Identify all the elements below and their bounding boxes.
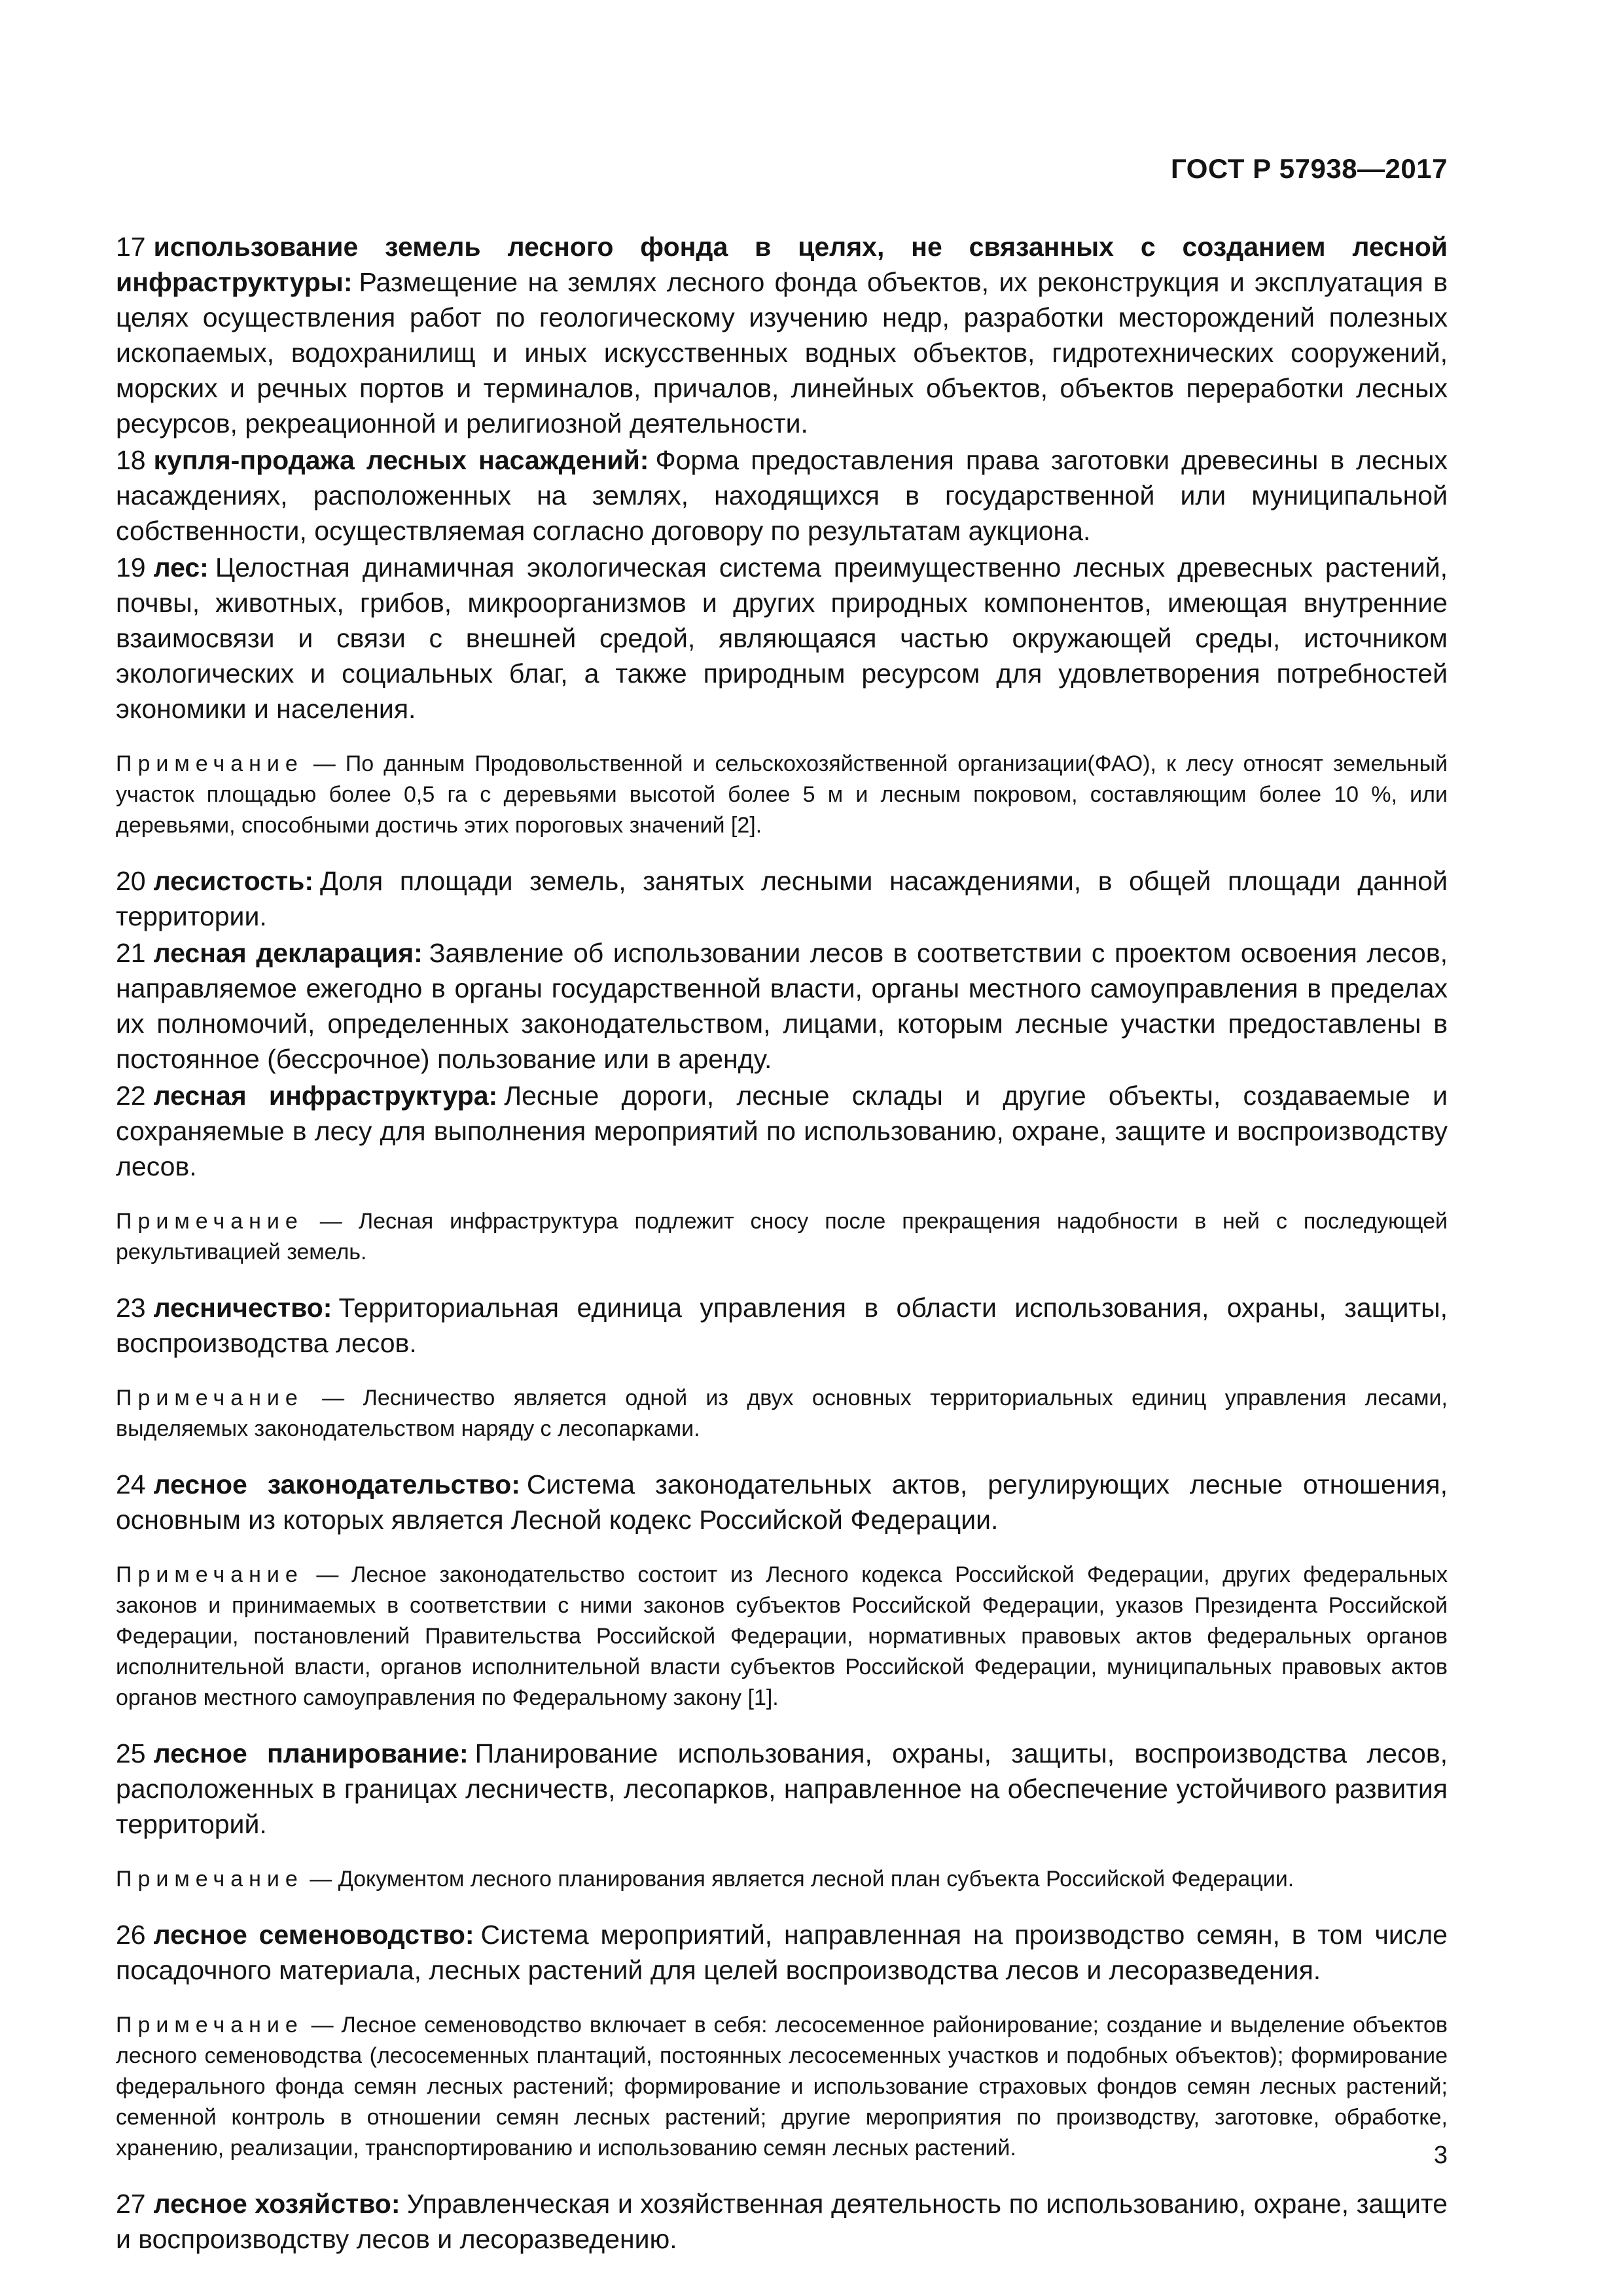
note-dash: — [303, 1209, 359, 1234]
term-number: 23 [116, 1293, 146, 1323]
terms-section [116, 229, 1448, 2258]
note-label: Примечание [116, 1867, 304, 1892]
term-entry-24 [116, 1467, 1448, 1537]
term-entry-22 [116, 1078, 1448, 1184]
term-number: 25 [116, 1738, 146, 1768]
note-text: Лесное законодательство состоит из Лесного кодекса Российской Федерации, других федеральных законов и принимаемых в соответствии с ними законов субъектов Российской Федерации, указов Президента Российской Федерации, постановлений Правительства Российской Федерации, нормативных правовых актов федеральных органов исполнительной власти, органов исполнительной власти субъектов Российской Федерации, муниципальных правовых актов органов местного самоуправления по Федеральному закону [1]. [116, 1562, 1448, 1710]
term-entry-23 [116, 1290, 1448, 1361]
term-title: лесное законодательство: [153, 1469, 520, 1499]
term-title: лесная декларация: [153, 938, 423, 968]
note-23 [116, 1383, 1448, 1444]
term-title: лес: [153, 552, 209, 583]
term-definition: Заявление об использовании лесов в соответствии с проектом освоения лесов, направляемое ежегодно в органы государственной власти, органы местного самоуправления в пределах их полномочий, определенных законодательством, лицами, которым лесные участки предоставлены в постоянное (бессрочное) пользование или в аренду. [116, 938, 1448, 1074]
term-entry-19 [116, 550, 1448, 726]
term-definition: Планирование использования, охраны, защиты, воспроизводства лесов, расположенных в границах лесничеств, лесопарков, направленное на обеспечение устойчивого развития территорий. [116, 1738, 1448, 1839]
term-title: лесное планирование: [153, 1738, 469, 1768]
note-text: По данным Продовольственной и сельскохозяйственной организации(ФАО), к лесу относят земельный участок площадью более 0,5 га с деревьями высотой более 5 м и лесным покровом, составляющим более 10 %, или деревьями, способными достичь этих пороговых значений [2]. [116, 751, 1448, 838]
term-definition: Лесные дороги, лесные склады и другие объекты, создаваемые и сохраняемые в лесу для выполнения мероприятий по использованию, охране, защите и воспроизводству лесов. [116, 1081, 1448, 1181]
note-22 [116, 1206, 1448, 1268]
note-text: Лесная инфраструктура подлежит сносу после прекращения надобности в ней с последующей рекультивацией земель. [116, 1209, 1448, 1265]
document-designation: ГОСТ Р 57938—2017 [1171, 153, 1448, 184]
note-24 [116, 1560, 1448, 1713]
term-number: 20 [116, 866, 146, 896]
note-label: Примечание [116, 1386, 304, 1410]
note-label: Примечание [116, 1562, 304, 1587]
term-title: лесное хозяйство: [153, 2189, 401, 2219]
term-entry-21 [116, 935, 1448, 1077]
term-definition: Доля площади земель, занятых лесными насаждениями, в общей площади данной территории. [116, 866, 1448, 931]
term-definition: Система мероприятий, направленная на производство семян, в том числе посадочного материала, лесных растений для целей воспроизводства лесов и лесоразведения. [116, 1920, 1448, 1985]
term-number: 18 [116, 445, 146, 475]
term-title: лесное семеноводство: [153, 1920, 474, 1950]
term-definition: Управленческая и хозяйственная деятельность по использованию, охране, защите и воспроизводству лесов и лесоразведению. [116, 2189, 1448, 2254]
term-number: 17 [116, 232, 146, 262]
term-entry-17 [116, 229, 1448, 441]
term-entry-18 [116, 442, 1448, 548]
term-definition: Целостная динамичная экологическая система преимущественно лесных древесных растений, почвы, животных, грибов, микроорганизмов и других природных компонентов, имеющая внутренние взаимосвязи и связи с внешней средой, являющаяся частью окружающей среды, источником экологических и социальных благ, а также природным ресурсом для удовлетворения потребностей экономики и населения. [116, 552, 1448, 724]
note-dash: — [303, 1562, 352, 1587]
term-entry-25 [116, 1736, 1448, 1842]
page-number: 3 [1433, 2142, 1448, 2169]
term-number: 26 [116, 1920, 146, 1950]
note-26 [116, 2010, 1448, 2164]
term-number: 21 [116, 938, 146, 968]
note-text: Лесное семеноводство включает в себя: лесосеменное районирование; создание и выделение объектов лесного семеноводства (лесосеменных плантаций, постоянных лесосеменных участков и подобных объектов); формирование федерального фонда семян лесных растений; формирование и использование страховых фондов семян лесных растений; семенной контроль в отношении семян лесных растений; другие мероприятия по производству, заготовке, обработке, хранению, реализации, транспортированию и использованию семян лесных растений. [116, 2013, 1448, 2161]
term-definition: Форма предоставления права заготовки древесины в лесных насаждениях, расположенных на землях, находящихся в государственной или муниципальной собственности, осуществляемая согласно договору по результатам аукциона. [116, 445, 1448, 546]
term-entry-20 [116, 863, 1448, 934]
term-entry-26 [116, 1917, 1448, 1988]
note-label: Примечание [116, 751, 304, 776]
note-dash: — [303, 2013, 342, 2037]
term-title: лесная инфраструктура: [153, 1081, 498, 1111]
term-entry-27 [116, 2186, 1448, 2257]
term-number: 19 [116, 552, 146, 583]
note-25 [116, 1864, 1448, 1895]
note-19 [116, 749, 1448, 841]
term-title: лесничество: [153, 1293, 332, 1323]
term-number: 22 [116, 1081, 146, 1111]
note-dash: — [303, 1867, 338, 1892]
note-dash: — [303, 751, 346, 776]
note-label: Примечание [116, 2013, 304, 2037]
term-number: 27 [116, 2189, 146, 2219]
term-definition: Размещение на землях лесного фонда объектов, их реконструкция и эксплуатация в целях осуществления работ по геологическому изучению недр, разработки месторождений полезных ископаемых, водохранилищ и иных искусственных водных объектов, гидротехнических сооружений, морских и речных портов и терминалов, причалов, линейных объектов, объектов переработки лесных ресурсов, рекреационной и религиозной деятельности. [116, 267, 1448, 439]
term-title: купля-продажа лесных насаждений: [153, 445, 649, 475]
note-text: Лесничество является одной из двух основных территориальных единиц управления лесами, выделяемых законодательством наряду с лесопарками. [116, 1386, 1448, 1441]
term-definition: Территориальная единица управления в области использования, охраны, защиты, воспроизводства лесов. [116, 1293, 1448, 1358]
note-label: Примечание [116, 1209, 304, 1234]
term-definition: Система законодательных актов, регулирующих лесные отношения, основным из которых является Лесной кодекс Российской Федерации. [116, 1469, 1448, 1535]
term-number: 24 [116, 1469, 146, 1499]
term-title: лесистость: [153, 866, 313, 896]
note-dash: — [303, 1386, 363, 1410]
term-title: использование земель лесного фонда в целях, не связанных с созданием лесной инфраструктуры: [116, 232, 1448, 297]
note-text: Документом лесного планирования является лесной план субъекта Российской Федерации. [338, 1867, 1294, 1892]
